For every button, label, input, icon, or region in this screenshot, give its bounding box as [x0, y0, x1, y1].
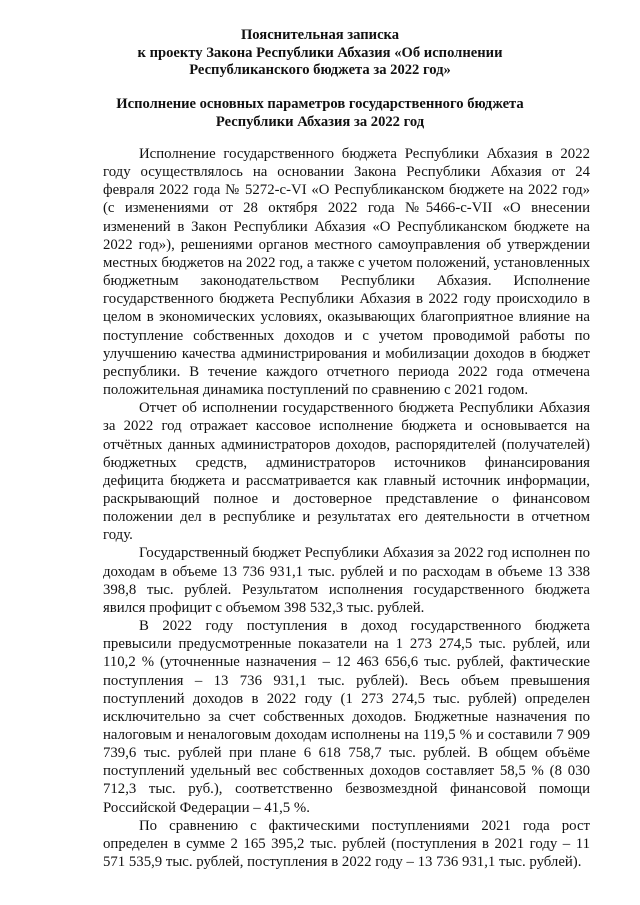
title-line: Республиканского бюджета за 2022 год» [189, 62, 451, 78]
paragraph: Исполнение государственного бюджета Республики Абхазия в 2022 году осуществлялось на основании Закона Республики Абхазия от 24 февраля 2022 года № 5272-с-VI «О Республиканском бюджете на 2022 год» (с изменениями от 28 октября 2022 года №5466-с-VII «О внесении изменений в Закон Республики Абхазия «О Республиканском бюджете на 2022 год»), решениями органов местного самоуправления об утверждении местных бюджетов на 2022 год, а также с учетом положений, установленных бюджетным законодательством Республики Абхазия. Исполнение государственного бюджета Республики Абхазия в 2022 году происходило в целом в экономических условиях, оказывающих благоприятное влияние на поступление собственных доходов и с учетом проводимой работы по улучшению качества администрирования и мобилизации доходов в бюджет республики. В течение каждого отчетного периода 2022 года отмечена положительная динамика поступлений по сравнению с 2021 годом. [103, 146, 590, 399]
paragraph: В 2022 году поступления в доход государственного бюджета превысили предусмотренные показатели на 1 273 274,5 тыс. рублей, или 110,2 % (уточненные назначения – 12 463 656,6 тыс. рублей, фактические поступления – 13 736 931,1 тыс. рублей). Весь объем превышения поступлений доходов в 2022 году (1 273 274,5 тыс. рублей) определен исключительно за счет собственных доходов. Бюджетные назначения по налоговым и неналоговым доходам исполнены на 119,5 % и составили 7 909 739,6 тыс. рублей при плане 6 618 758,7 тыс. рублей. В общем объёме поступлений удельный вес собственных доходов составляет 58,5 % (8 030 712,3 тыс. руб.), соответственно безвозмездной финансовой помощи Российской Федерации – 41,5 %. [103, 618, 590, 816]
title-line: к проекту Закона Республики Абхазия «Об исполнении [137, 44, 503, 61]
section-heading [60, 96, 580, 131]
heading-line: Исполнение основных параметров государственного бюджета [116, 96, 524, 112]
title-line: Пояснительная записка [240, 27, 400, 43]
heading-line: Республики Абхазия за 2022 год [215, 113, 425, 130]
document-title [60, 27, 580, 80]
paragraph: По сравнению с фактическими поступлениями 2021 года рост определен в сумме 2 165 395,2 тыс. рублей (поступления в 2021 году – 11 571 535,9 тыс. рублей, поступления в 2022 году – 13 736 931,1 тыс. рублей). [103, 817, 590, 871]
paragraph: Государственный бюджет Республики Абхазия за 2022 год исполнен по доходам в объеме 13 736 931,1 тыс. рублей и по расходам в объеме 13 338 398,8 тыс. рублей. Результатом исполнения государственного бюджета явился профицит с объемом 398 532,3 тыс. рублей. [103, 545, 590, 616]
paragraph: Отчет об исполнении государственного бюджета Республики Абхазия за 2022 год отражает кассовое исполнение бюджета и основывается на отчётных данных администраторов доходов, распорядителей (получателей) бюджетных средств, администраторов источников финансирования дефицита бюджета и рассматривается как главный источник информации, раскрывающий полное и достоверное представление о финансовом положении дел в республике и результатах его деятельности в отчетном году. [103, 400, 590, 544]
document-body [103, 145, 590, 871]
